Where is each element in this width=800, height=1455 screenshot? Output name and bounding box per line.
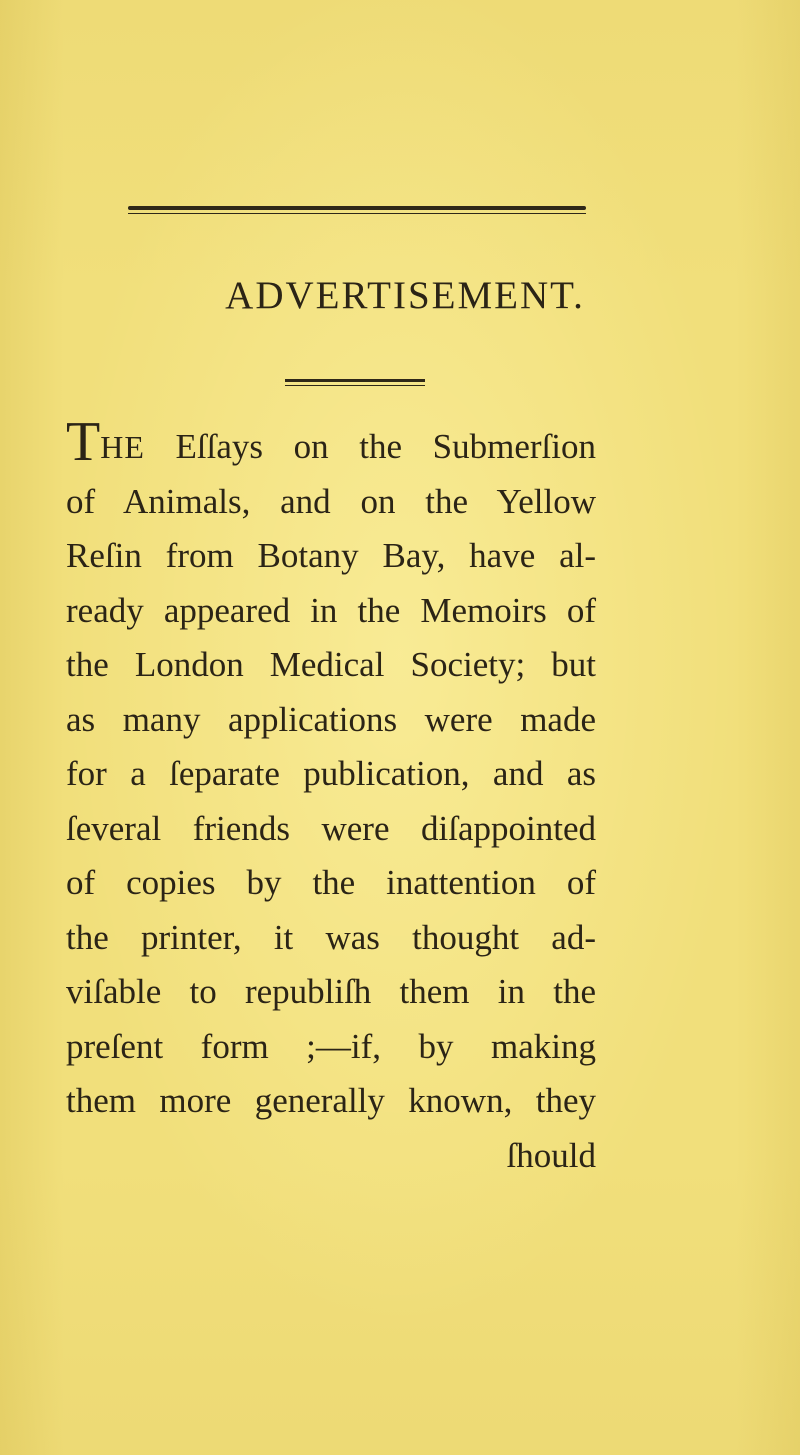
first-word-rest: HE [100,429,145,465]
text-line: Reſin from Botany Bay, have al- [66,536,596,575]
ornament-rule-thin [285,385,425,386]
text-line: the printer, it was thought ad- [66,917,596,957]
text-line: ready appeared in the Memoirs of [66,590,596,630]
text-line: ſeveral friends were diſappointed [66,808,596,848]
text-line: viſable to republiſh them in the [66,972,596,1011]
text-line: preſent form ;—if, by making [66,1026,596,1066]
ornament-rule-thick [285,379,425,382]
drop-cap: T [66,411,101,473]
catchword: ſhould [506,1135,596,1175]
first-line-tail: Eſſays on the Submerſion [175,427,596,466]
text-line: of Animals, and on the Yellow [66,481,596,521]
page-title: ADVERTISEMENT. [225,274,585,317]
text-line: the London Medical Society; but [66,645,596,684]
text-line: of copies by the inattention of [66,863,596,902]
top-double-rule-thin [128,213,586,214]
text-line: them more generally known, they [66,1081,596,1120]
text-line: for a ſeparate publication, and as [66,754,596,793]
text-line: as many applications were made [66,699,596,739]
top-double-rule-thick [128,206,586,210]
advertisement-body [66,411,596,1183]
text-line-1 [66,411,596,475]
